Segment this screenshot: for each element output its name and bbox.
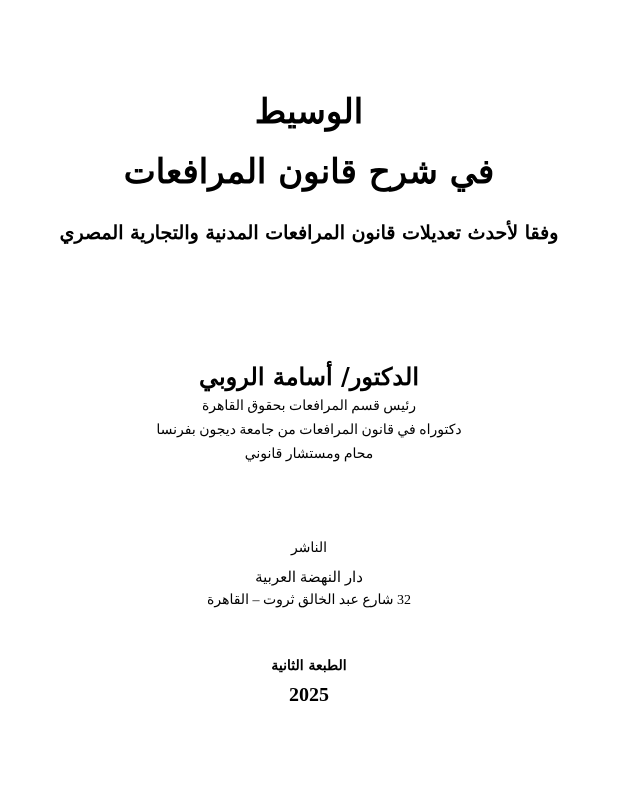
author-name: الدكتور/ أسامة الروبي	[198, 362, 420, 391]
author-credential: رئيس قسم المرافعات بحقوق القاهرة	[201, 399, 417, 414]
edition-label: الطبعة الثانية	[271, 658, 347, 674]
publisher-address: 32 شارع عبد الخالق ثروت – القاهرة	[207, 593, 411, 608]
publisher-label: الناشر	[290, 541, 328, 556]
book-title: الوسيط	[254, 92, 364, 132]
author-credential: محام ومستشار قانوني	[244, 447, 374, 462]
book-description: وفقا لأحدث تعديلات قانون المرافعات المدنية والتجارية المصري	[59, 222, 559, 244]
publisher-name: دار النهضة العربية	[255, 570, 363, 586]
book-subtitle: في شرح قانون المرافعات	[123, 152, 495, 192]
edition-year: 2025	[289, 684, 329, 706]
author-credential: دكتوراه في قانون المرافعات من جامعة ديجون بفرنسا	[156, 423, 462, 438]
